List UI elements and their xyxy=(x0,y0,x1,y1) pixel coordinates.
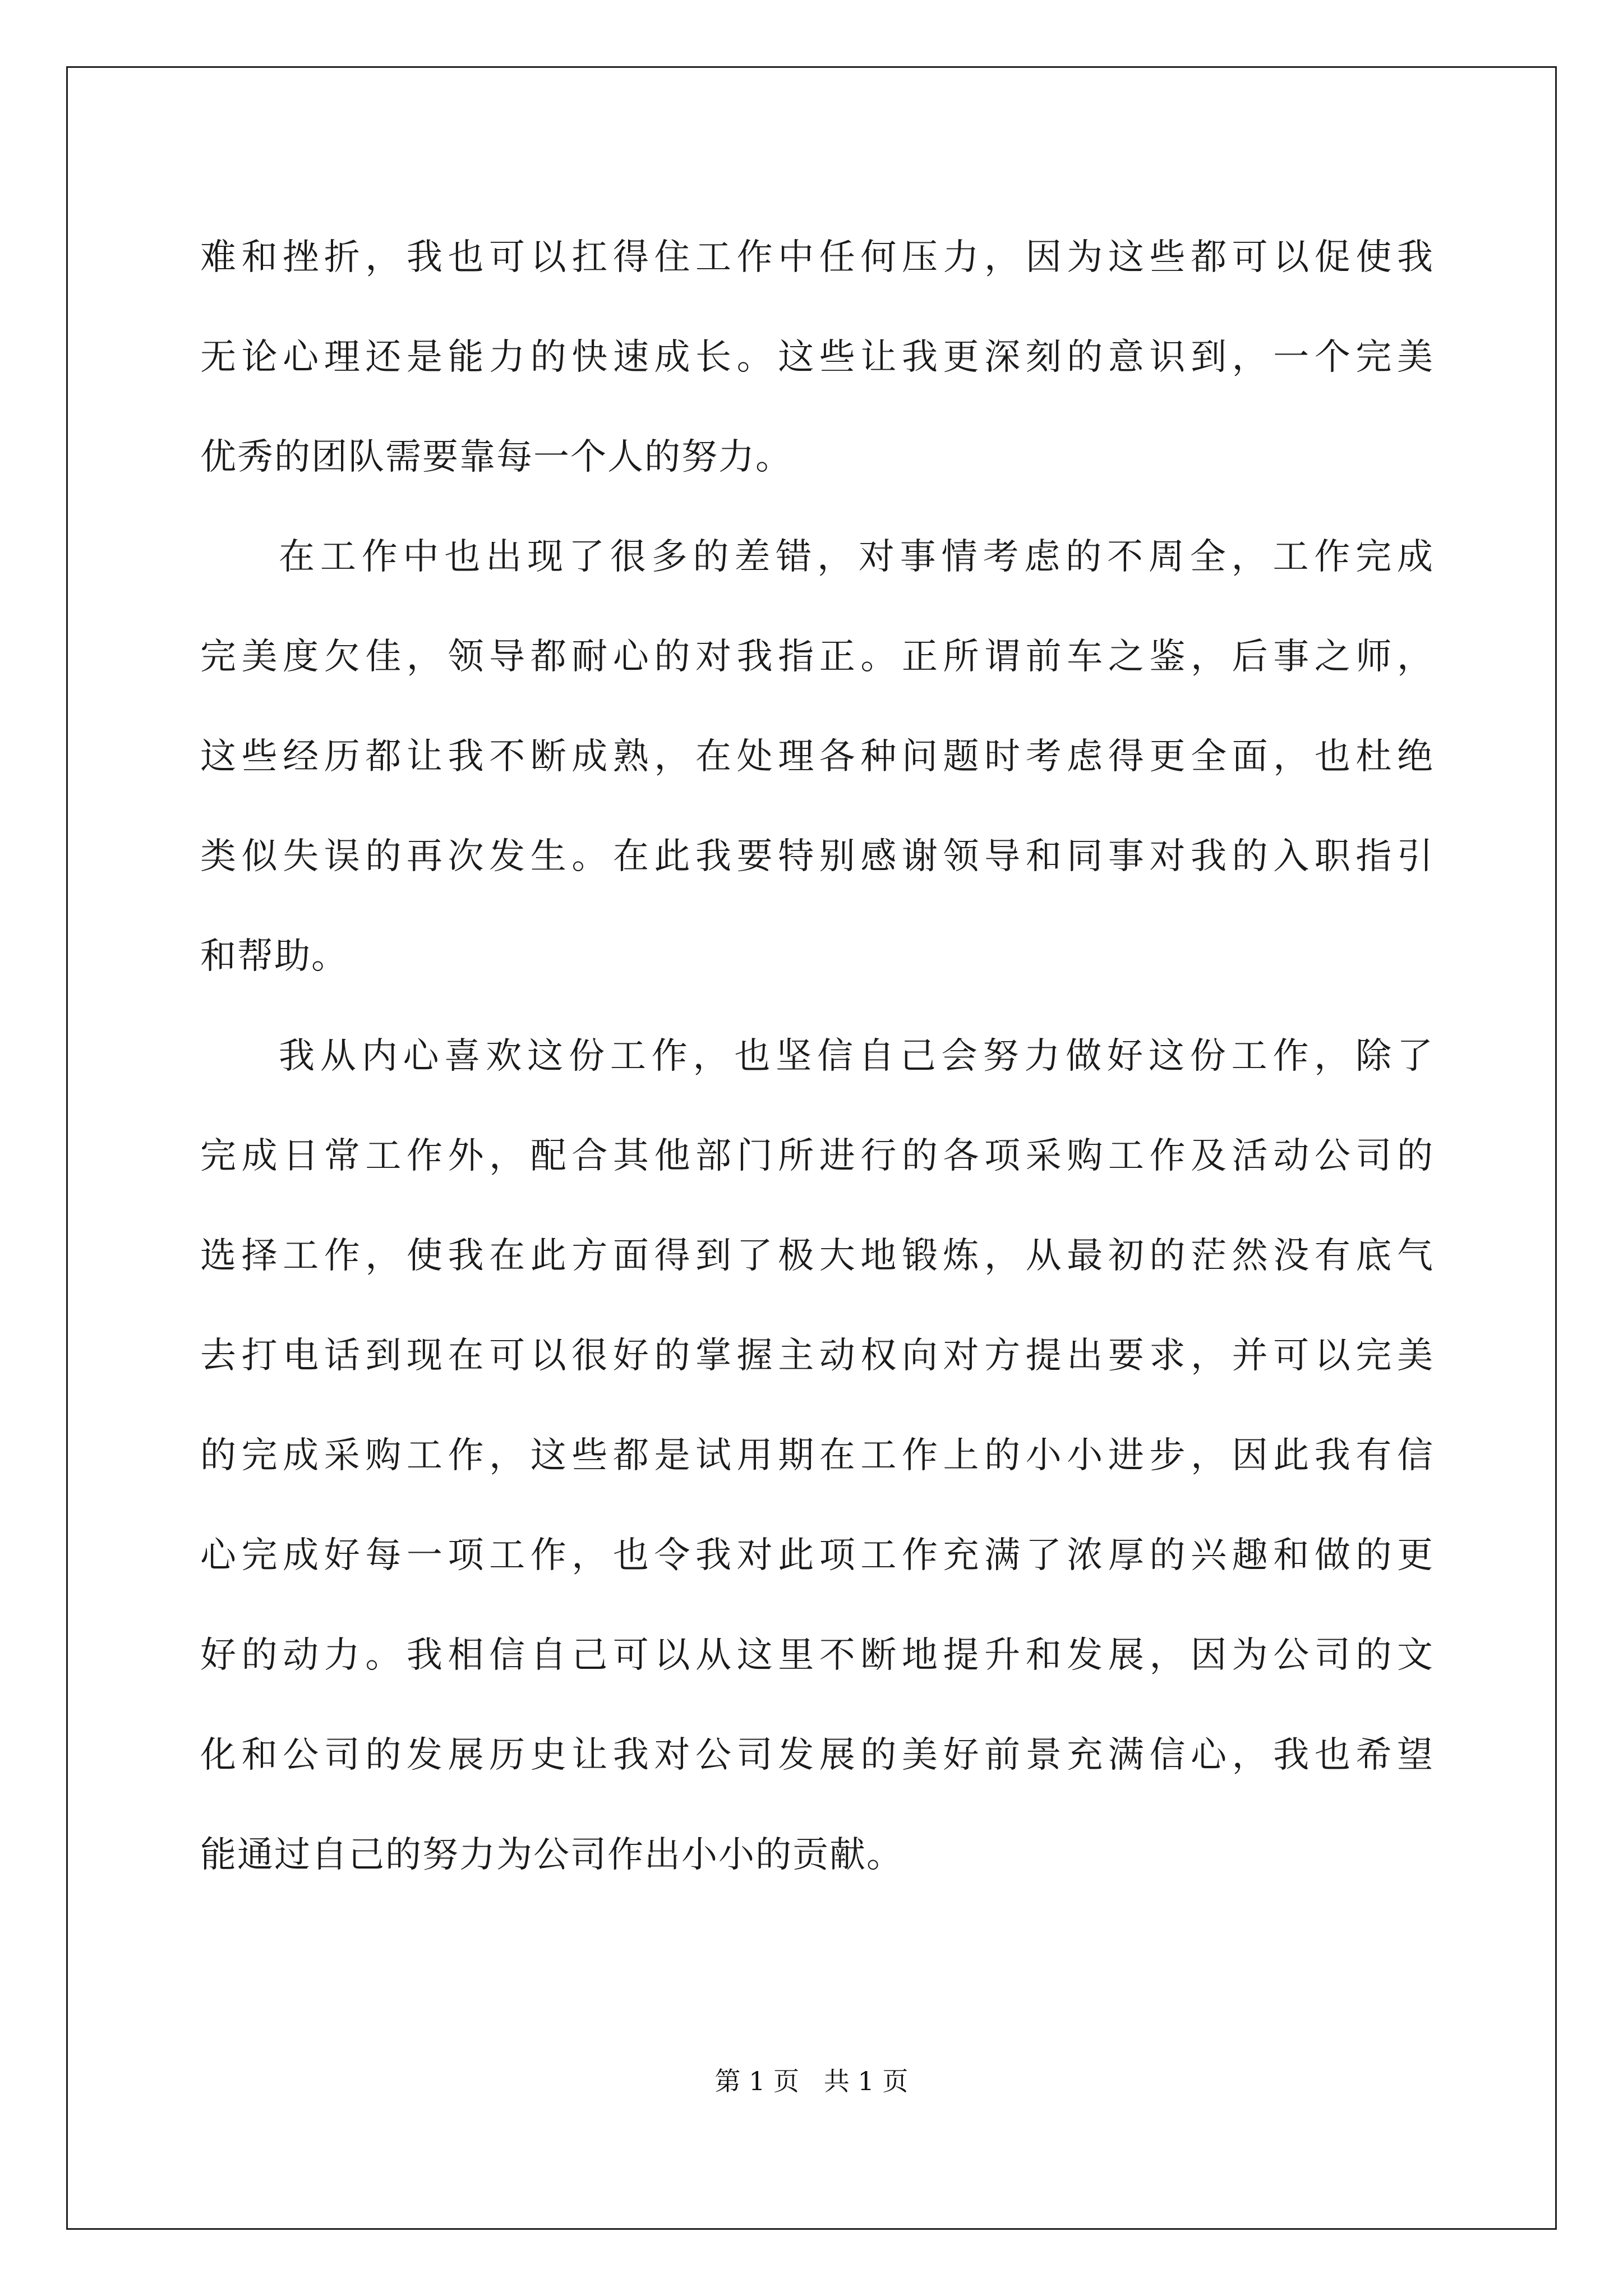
text-line: 好的动力。我相信自己可以从这里不断地提升和发展，因为公司的文 xyxy=(200,1635,1434,1676)
text-line: 心完成好每一项工作，也令我对此项工作充满了浓厚的兴趣和做的更 xyxy=(200,1535,1434,1576)
text-line: 和帮助。 xyxy=(200,936,348,977)
text-line: 的完成采购工作，这些都是试用期在工作上的小小进步，因此我有信 xyxy=(200,1435,1434,1476)
text-line: 难和挫折，我也可以扛得住工作中任何压力，因为这些都可以促使我 xyxy=(200,237,1434,278)
text-line: 无论心理还是能力的快速成长。这些让我更深刻的意识到，一个完美 xyxy=(200,337,1434,378)
text-line: 我从内心喜欢这份工作，也坚信自己会努力做好这份工作，除了 xyxy=(279,1036,1434,1077)
text-line: 化和公司的发展历史让我对公司发展的美好前景充满信心，我也希望 xyxy=(200,1734,1434,1776)
text-line: 在工作中也出现了很多的差错，对事情考虑的不周全，工作完成 xyxy=(279,536,1434,578)
text-line: 类似失误的再次发生。在此我要特别感谢领导和同事对我的入职指引 xyxy=(200,836,1434,877)
text-line: 完美度欠佳，领导都耐心的对我指正。正所谓前车之鉴，后事之师， xyxy=(200,636,1434,678)
text-line: 优秀的团队需要靠每一个人的努力。 xyxy=(200,436,792,478)
document-body xyxy=(200,208,1434,1905)
text-line: 选择工作，使我在此方面得到了极大地锻炼，从最初的茫然没有底气 xyxy=(200,1235,1434,1277)
text-line: 这些经历都让我不断成熟，在处理各种问题时考虑得更全面，也杜绝 xyxy=(200,736,1434,777)
page-number-footer: 第 1 页 共 1 页 xyxy=(714,2066,909,2096)
text-line: 能通过自己的努力为公司作出小小的贡献。 xyxy=(200,1834,903,1876)
text-line: 去打电话到现在可以很好的掌握主动权向对方提出要求，并可以完美 xyxy=(200,1335,1434,1377)
text-line: 完成日常工作外，配合其他部门所进行的各项采购工作及活动公司的 xyxy=(200,1135,1434,1177)
